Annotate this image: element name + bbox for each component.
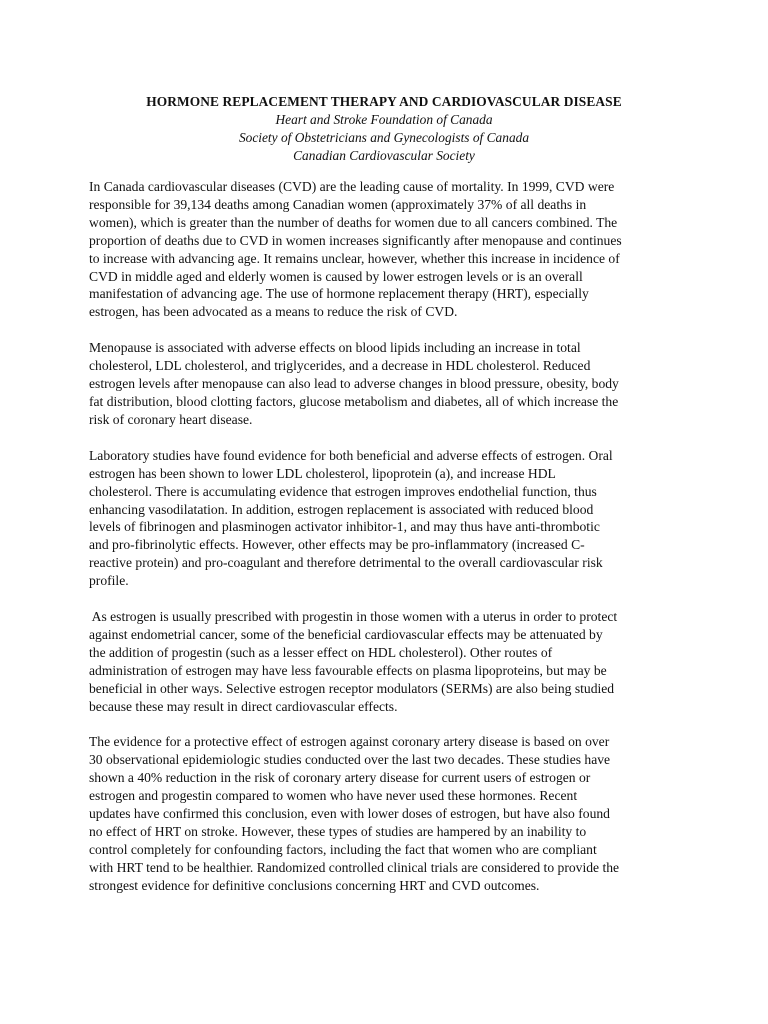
paragraph-line: shown a 40% reduction in the risk of coronary artery disease for current users of estrogen or <box>89 770 591 786</box>
paragraph-3 <box>89 447 685 590</box>
paragraph-line: profile. <box>89 573 129 589</box>
paragraph-line: 30 observational epidemiologic studies conducted over the last two decades. These studies have <box>89 752 611 768</box>
paragraph-2 <box>89 339 685 429</box>
paragraph-line: because these may result in direct cardiovascular effects. <box>89 698 398 714</box>
paragraph-line: levels of fibrinogen and plasminogen activator inhibitor-1, and may thus have anti-thrombotic <box>89 519 600 535</box>
paragraph-line: manifestation of advancing age. The use of hormone replacement therapy (HRT), especially <box>89 286 589 302</box>
paragraph-line: estrogen, has been advocated as a means to reduce the risk of CVD. <box>89 304 458 320</box>
paragraph-line: to increase with advancing age. It remains unclear, however, whether this increase in incidence of <box>89 250 620 266</box>
paragraph-line: Menopause is associated with adverse effects on blood lipids including an increase in total <box>89 340 581 356</box>
paragraph-line: As estrogen is usually prescribed with progestin in those women with a uterus in order to protect <box>89 609 618 625</box>
paragraph-line: beneficial in other ways. Selective estrogen receptor modulators (SERMs) are also being studied <box>89 680 615 696</box>
paragraph-5 <box>89 733 685 894</box>
paragraph-line: against endometrial cancer, some of the beneficial cardiovascular effects may be attenuated by <box>89 626 603 642</box>
paragraph-1 <box>89 178 685 321</box>
paragraph-line: administration of estrogen may have less favourable effects on plasma lipoproteins, but may be <box>89 662 607 678</box>
paragraph-line: In Canada cardiovascular diseases (CVD) are the leading cause of mortality. In 1999, CVD were <box>89 179 615 194</box>
paragraph-line: no effect of HRT on stroke. However, these types of studies are hampered by an inability to <box>89 824 587 839</box>
paragraph-line: with HRT tend to be healthier. Randomized controlled clinical trials are considered to provide the <box>89 859 620 875</box>
organization-heart-stroke: Heart and Stroke Foundation of Canada <box>275 112 493 127</box>
paragraph-line: the addition of progestin (such as a lesser effect on HDL cholesterol). Other routes of <box>89 644 553 660</box>
paragraph-line: The evidence for a protective effect of estrogen against coronary artery disease is based on over <box>89 734 610 750</box>
paragraph-line: control completely for confounding factors, including the fact that women who are compliant <box>89 841 597 857</box>
document-body <box>89 178 685 913</box>
organization-obstetricians: Society of Obstetricians and Gynecologists of Canada <box>238 130 530 145</box>
paragraph-line: updates have confirmed this conclusion, even with lower doses of estrogen, but have also found <box>89 806 610 822</box>
paragraph-line: Laboratory studies have found evidence for both beneficial and adverse effects of estrogen. Oral <box>89 447 613 463</box>
paragraph-line: cholesterol, LDL cholesterol, and triglycerides, and a decrease in HDL cholesterol. Reduced <box>89 358 591 374</box>
paragraph-line: responsible for 39,134 deaths among Canadian women (approximately 37% of all deaths in <box>89 196 587 212</box>
paragraph-line: estrogen has been shown to lower LDL cholesterol, lipoprotein (a), and increase HDL <box>89 465 556 481</box>
organization-cardiovascular-society: Canadian Cardiovascular Society <box>293 148 475 163</box>
paragraph-line: strongest evidence for definitive conclusions concerning HRT and CVD outcomes. <box>89 877 540 893</box>
paragraph-line: and pro-fibrinolytic effects. However, other effects may be pro-inflammatory (increased C- <box>89 537 585 553</box>
paragraph-line: fat distribution, blood clotting factors, glucose metabolism and diabetes, all of which increase the <box>89 393 619 409</box>
paragraph-line: cholesterol. There is accumulating evidence that estrogen improves endothelial function, thus <box>89 483 597 499</box>
paragraph-line: risk of coronary heart disease. <box>89 411 253 427</box>
paragraph-4 <box>89 608 685 715</box>
paragraph-line: CVD in middle aged and elderly women is caused by lower estrogen levels or is an overall <box>89 268 583 284</box>
document-title: HORMONE REPLACEMENT THERAPY AND CARDIOVASCULAR DISEASE <box>146 94 622 109</box>
paragraph-line: reactive protein) and pro-coagulant and therefore detrimental to the overall cardiovascular risk <box>89 555 603 571</box>
paragraph-line: estrogen and progestin compared to women who have never used these hormones. Recent <box>89 788 578 804</box>
paragraph-line: estrogen levels after menopause can also lead to adverse changes in blood pressure, obesity, body <box>89 376 619 392</box>
paragraph-line: enhancing vasodilatation. In addition, estrogen replacement is associated with reduced blood <box>89 501 594 517</box>
paragraph-line: proportion of deaths due to CVD in women increases significantly after menopause and continues <box>89 232 622 248</box>
document-header <box>0 93 768 165</box>
paragraph-line: women), which is greater than the number of deaths for women due to all cancers combined. The <box>89 214 618 230</box>
